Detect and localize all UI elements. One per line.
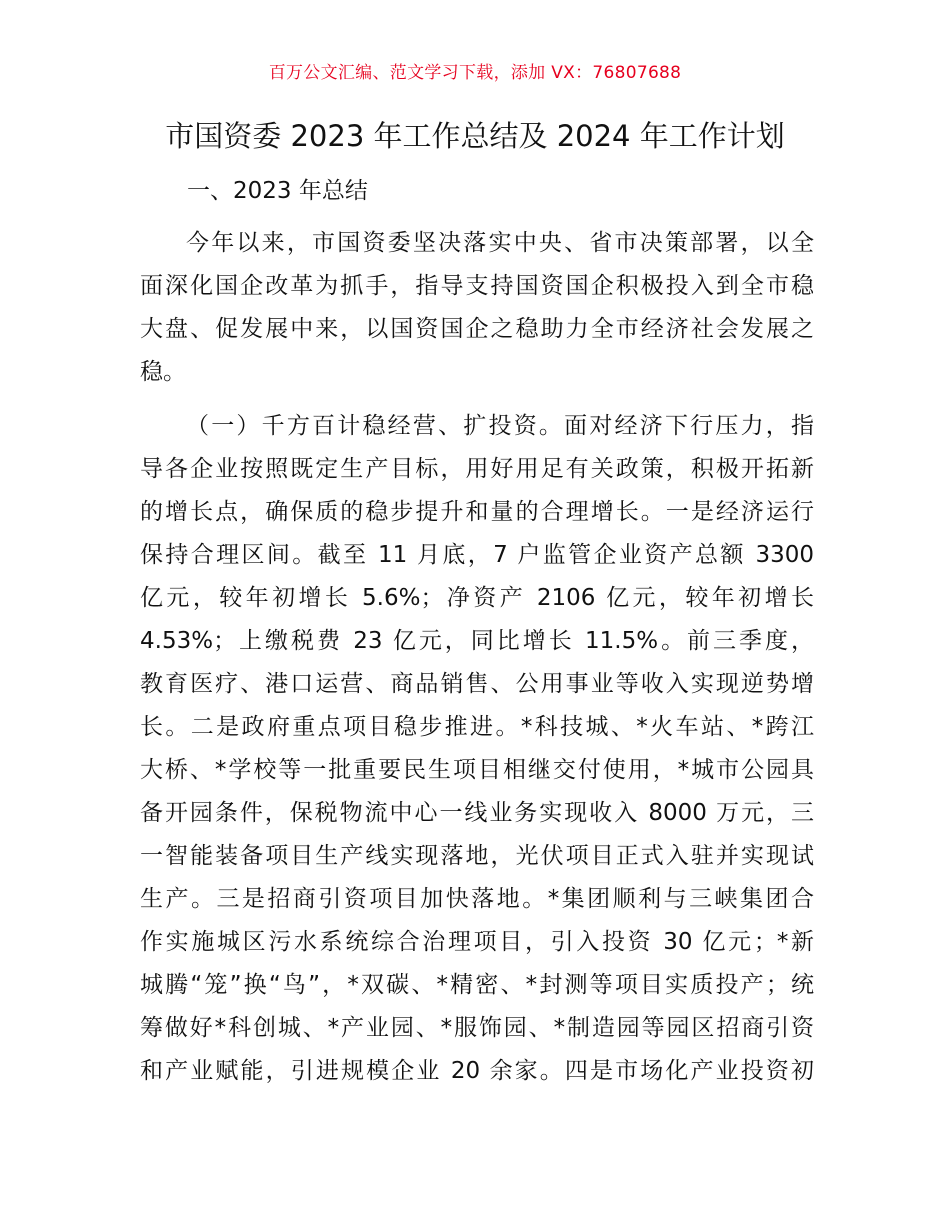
paragraph-intro: [140, 222, 814, 394]
paragraph-line: 今年以来，市国资委坚决落实中央、省市决策部署，以全: [186, 230, 814, 256]
section-heading: 一、2023 年总结: [187, 178, 368, 204]
paragraph-line: 筹做好*科创城、*产业园、*服饰园、*制造园等园区招商引资: [140, 1015, 814, 1041]
header-watermark-note: 百万公文汇编、范文学习下载，添加 VX：76807688: [268, 63, 682, 83]
paragraph-line: 保持合理区间。截至 11 月底，7 户监管企业资产总额 3300: [140, 542, 814, 568]
paragraph-line: 大桥、*学校等一批重要民生项目相继交付使用，*城市公园具: [140, 757, 814, 783]
paragraph-line: （一）千方百计稳经营、扩投资。面对经济下行压力，指: [186, 413, 814, 439]
paragraph-line: 的增长点，确保质的稳步提升和量的合理增长。一是经济运行: [140, 499, 814, 525]
paragraph-line: 大盘、促发展中来，以国资国企之稳助力全市经济社会发展之: [140, 316, 814, 342]
document-title: 市国资委 2023 年工作总结及 2024 年工作计划: [165, 119, 785, 153]
paragraph-section-one: [140, 405, 814, 1093]
paragraph-line: 亿元，较年初增长 5.6%；净资产 2106 亿元，较年初增长: [140, 585, 814, 611]
paragraph-line: 4.53%；上缴税费 23 亿元，同比增长 11.5%。前三季度，: [140, 628, 814, 654]
paragraph-line: 一智能装备项目生产线实现落地，光伏项目正式入驻并实现试: [140, 843, 814, 869]
paragraph-line: 长。二是政府重点项目稳步推进。*科技城、*火车站、*跨江: [140, 714, 814, 740]
paragraph-line: 生产。三是招商引资项目加快落地。*集团顺利与三峡集团合: [140, 886, 814, 912]
paragraph-line: 稳。: [140, 359, 186, 385]
paragraph-line: 教育医疗、港口运营、商品销售、公用事业等收入实现逆势增: [140, 671, 814, 697]
paragraph-line: 导各企业按照既定生产目标，用好用足有关政策，积极开拓新: [140, 456, 814, 482]
paragraph-line: 备开园条件，保税物流中心一线业务实现收入 8000 万元，三: [140, 800, 814, 826]
paragraph-line: 城腾“笼”换“鸟”，*双碳、*精密、*封测等项目实质投产；统: [140, 972, 814, 998]
paragraph-line: 和产业赋能，引进规模企业 20 余家。四是市场化产业投资初: [140, 1058, 814, 1084]
paragraph-line: 面深化国企改革为抓手，指导支持国资国企积极投入到全市稳: [140, 273, 814, 299]
paragraph-line: 作实施城区污水系统综合治理项目，引入投资 30 亿元；*新: [140, 929, 814, 955]
